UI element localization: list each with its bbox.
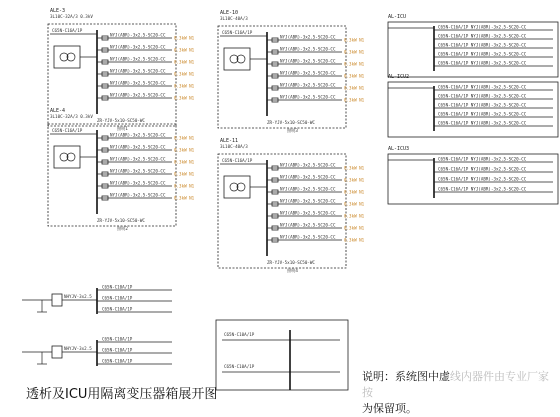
note-text-faded: 线内器件由专业厂家按 xyxy=(362,370,549,399)
branch-load-label: 0.3kW N1 xyxy=(174,35,195,41)
branch-load-label: 0.3kW N1 xyxy=(344,201,365,207)
panel-code: ALE-11 xyxy=(220,138,239,144)
rpanel-branch-label: C65N-C16A/1P NYJ(ABR)-3x2.5-SC20-CC xyxy=(438,120,527,126)
panel-tag: 照明4 xyxy=(287,268,298,273)
incoming-breaker-label: C65N-C16A/1P xyxy=(222,158,253,163)
branch-load-label: 0.3kW N1 xyxy=(174,71,195,77)
small-branch-label: C65N-C10A/1P xyxy=(102,306,133,312)
detail-frame xyxy=(216,320,348,390)
cable-label: NHYJV-3x2.5 xyxy=(64,294,92,299)
rpanel-branch-label: C65N-C16A/1P NYJ(ABR)-3x2.5-SC20-CC xyxy=(438,24,527,30)
branch-load-label: 0.3kW N1 xyxy=(174,147,195,153)
rpanel-branch-label: C65N-C16A/1P NYJ(ABR)-3x2.5-SC20-CC xyxy=(438,156,527,162)
panel-spec: 3L10C-40A/3 xyxy=(220,16,248,21)
note-text: 系统图中虚 xyxy=(395,370,450,383)
branch-cable-label: NYJ(ABR)-3x2.5-SC20-CC xyxy=(280,222,336,228)
panel-tag: 照明1 xyxy=(117,126,128,131)
branch-load-label: 0.3kW N1 xyxy=(344,85,365,91)
panel-code: ALE-3 xyxy=(50,8,66,14)
branch-cable-label: NYJ(ABR)-3x2.5-SC20-CC xyxy=(110,132,166,138)
rpanel-code: AL-ICU3 xyxy=(388,146,410,152)
branch-load-label: 0.3kW N1 xyxy=(344,213,365,219)
enclosure xyxy=(218,26,346,128)
branch-load-label: 0.3kW N1 xyxy=(344,165,365,171)
branch-cable-label: NYJ(ABR)-3x2.5-SC20-CC xyxy=(280,198,336,204)
branch-cable-label: NYJ(ABR)-3x2.5-SC20-CC xyxy=(280,34,336,40)
branch-load-label: 0.3kW N1 xyxy=(174,159,195,165)
branch-load-label: 0.3kW N1 xyxy=(174,135,195,141)
rpanel-branch-label: C65N-C16A/1P NYJ(ABR)-3x2.5-SC20-CC xyxy=(438,93,527,99)
branch-load-label: 0.3kW N1 xyxy=(174,171,195,177)
note-text-line2: 为保留项。 xyxy=(362,402,417,415)
branch-cable-label: NYJ(ABR)-3x2.5-SC20-CC xyxy=(110,68,166,74)
detail-label: C65N-C10A/1P xyxy=(224,332,255,337)
branch-load-label: 0.3kW N1 xyxy=(344,49,365,55)
branch-load-label: 0.3kW N1 xyxy=(174,195,195,201)
branch-cable-label: NYJ(ABR)-3x2.5-SC20-CC xyxy=(110,80,166,86)
branch-load-label: 0.3kW N1 xyxy=(344,177,365,183)
panel-spec: 3L10C-32A/3 0.3kV xyxy=(50,114,93,119)
small-branch-label: C65N-C10A/1P xyxy=(102,295,133,301)
small-branch-label: C65N-C10A/1P xyxy=(102,284,133,290)
small-branch-label: C65N-C10A/1P xyxy=(102,347,133,353)
rpanel-branch-label: C65N-C16A/1P NYJ(ABR)-3x2.5-SC20-CC xyxy=(438,102,527,108)
branch-cable-label: NYJ(ABR)-3x2.5-SC20-CC xyxy=(110,92,166,98)
transformer-symbol xyxy=(52,346,62,358)
branch-load-label: 0.3kW N1 xyxy=(344,225,365,231)
branch-load-label: 0.3kW N1 xyxy=(174,183,195,189)
branch-cable-label: NYJ(ABR)-3x2.5-SC20-CC xyxy=(280,94,336,100)
enclosure xyxy=(48,24,176,126)
detail-label: C65N-C10A/1P xyxy=(224,364,255,369)
branch-cable-label: NYJ(ABR)-3x2.5-SC20-CC xyxy=(280,46,336,52)
branch-cable-label: NYJ(ABR)-3x2.5-SC20-CC xyxy=(110,32,166,38)
branch-cable-label: NYJ(ABR)-3x2.5-SC20-CC xyxy=(280,82,336,88)
incoming-breaker-label: C65N-C16A/1P xyxy=(52,28,83,33)
rpanel-branch-label: C65N-C16A/1P NYJ(ABR)-3x2.5-SC20-CC xyxy=(438,33,527,39)
panel-tag: 照明2 xyxy=(117,226,128,231)
branch-cable-label: NYJ(ABR)-3x2.5-SC20-CC xyxy=(280,70,336,76)
branch-cable-label: NYJ(ABR)-3x2.5-SC20-CC xyxy=(110,192,166,198)
rpanel-code: AL-ICU xyxy=(388,14,407,20)
incoming-breaker-label: C65N-C16A/1P xyxy=(52,128,83,133)
branch-cable-label: NYJ(ABR)-3x2.5-SC20-CC xyxy=(280,210,336,216)
branch-cable-label: NYJ(ABR)-3x2.5-SC20-CC xyxy=(280,58,336,64)
note-label: 说明： xyxy=(362,370,395,383)
branch-cable-label: NYJ(ABR)-3x2.5-SC20-CC xyxy=(110,144,166,150)
branch-load-label: 0.3kW N1 xyxy=(344,189,365,195)
transformer-symbol xyxy=(52,294,62,306)
panel-footer: ZR-YJV-5x10-SC50-WC xyxy=(97,218,145,223)
branch-load-label: 0.3kW N1 xyxy=(344,97,365,103)
rpanel-branch-label: C65N-C16A/1P NYJ(ABR)-3x2.5-SC20-CC xyxy=(438,84,527,90)
rpanel-branch-label: C65N-C16A/1P NYJ(ABR)-3x2.5-SC20-CC xyxy=(438,51,527,57)
panel-footer: ZR-YJV-5x10-SC50-WC xyxy=(267,260,315,265)
branch-load-label: 0.3kW N1 xyxy=(344,37,365,43)
branch-load-label: 0.3kW N1 xyxy=(174,83,195,89)
drawing-note xyxy=(362,369,557,417)
small-branch-label: C65N-C10A/1P xyxy=(102,336,133,342)
rpanel-branch-label: C65N-C16A/1P NYJ(ABR)-3x2.5-SC20-CC xyxy=(438,60,527,66)
rpanel-branch-label: C65N-C16A/1P NYJ(ABR)-3x2.5-SC20-CC xyxy=(438,176,527,182)
branch-cable-label: NYJ(ABR)-3x2.5-SC20-CC xyxy=(110,168,166,174)
branch-cable-label: NYJ(ABR)-3x2.5-SC20-CC xyxy=(110,44,166,50)
branch-load-label: 0.3kW N1 xyxy=(344,73,365,79)
branch-cable-label: NYJ(ABR)-3x2.5-SC20-CC xyxy=(280,162,336,168)
small-branch-label: C65N-C10A/1P xyxy=(102,358,133,364)
rpanel-branch-label: C65N-C16A/1P NYJ(ABR)-3x2.5-SC20-CC xyxy=(438,42,527,48)
branch-load-label: 0.3kW N1 xyxy=(174,47,195,53)
panel-footer: ZR-YJV-5x10-SC50-WC xyxy=(267,120,315,125)
branch-load-label: 0.3kW N1 xyxy=(344,237,365,243)
branch-cable-label: NYJ(ABR)-3x2.5-SC20-CC xyxy=(280,186,336,192)
incoming-breaker-label: C65N-C16A/1P xyxy=(222,30,253,35)
rpanel-branch-label: C65N-C16A/1P NYJ(ABR)-3x2.5-SC20-CC xyxy=(438,166,527,172)
branch-cable-label: NYJ(ABR)-3x2.5-SC20-CC xyxy=(110,56,166,62)
panel-code: ALE-10 xyxy=(220,10,239,16)
branch-load-label: 0.3kW N1 xyxy=(174,59,195,65)
rpanel-branch-label: C65N-C16A/1P NYJ(ABR)-3x2.5-SC20-CC xyxy=(438,111,527,117)
panel-footer: ZR-YJV-5x10-SC50-WC xyxy=(97,118,145,123)
branch-cable-label: NYJ(ABR)-3x2.5-SC20-CC xyxy=(110,156,166,162)
panel-spec: 3L10C-32A/3 0.3kV xyxy=(50,14,93,19)
branch-cable-label: NYJ(ABR)-3x2.5-SC20-CC xyxy=(280,234,336,240)
panel-tag: 照明3 xyxy=(287,128,298,133)
branch-load-label: 0.3kW N1 xyxy=(344,61,365,67)
branch-cable-label: NYJ(ABR)-3x2.5-SC20-CC xyxy=(280,174,336,180)
cable-label: NHYJV-3x2.5 xyxy=(64,346,92,351)
panel-code: ALE-4 xyxy=(50,108,66,114)
rpanel-branch-label: C65N-C16A/1P NYJ(ABR)-3x2.5-SC20-CC xyxy=(438,186,527,192)
enclosure xyxy=(48,124,176,226)
panel-spec: 3L10C-40A/3 xyxy=(220,144,248,149)
branch-load-label: 0.3kW N1 xyxy=(174,95,195,101)
branch-cable-label: NYJ(ABR)-3x2.5-SC20-CC xyxy=(110,180,166,186)
drawing-title: 透析及ICU用隔离变压器箱展开图 xyxy=(26,387,218,402)
rpanel-code: AL-ICU2 xyxy=(388,74,410,80)
